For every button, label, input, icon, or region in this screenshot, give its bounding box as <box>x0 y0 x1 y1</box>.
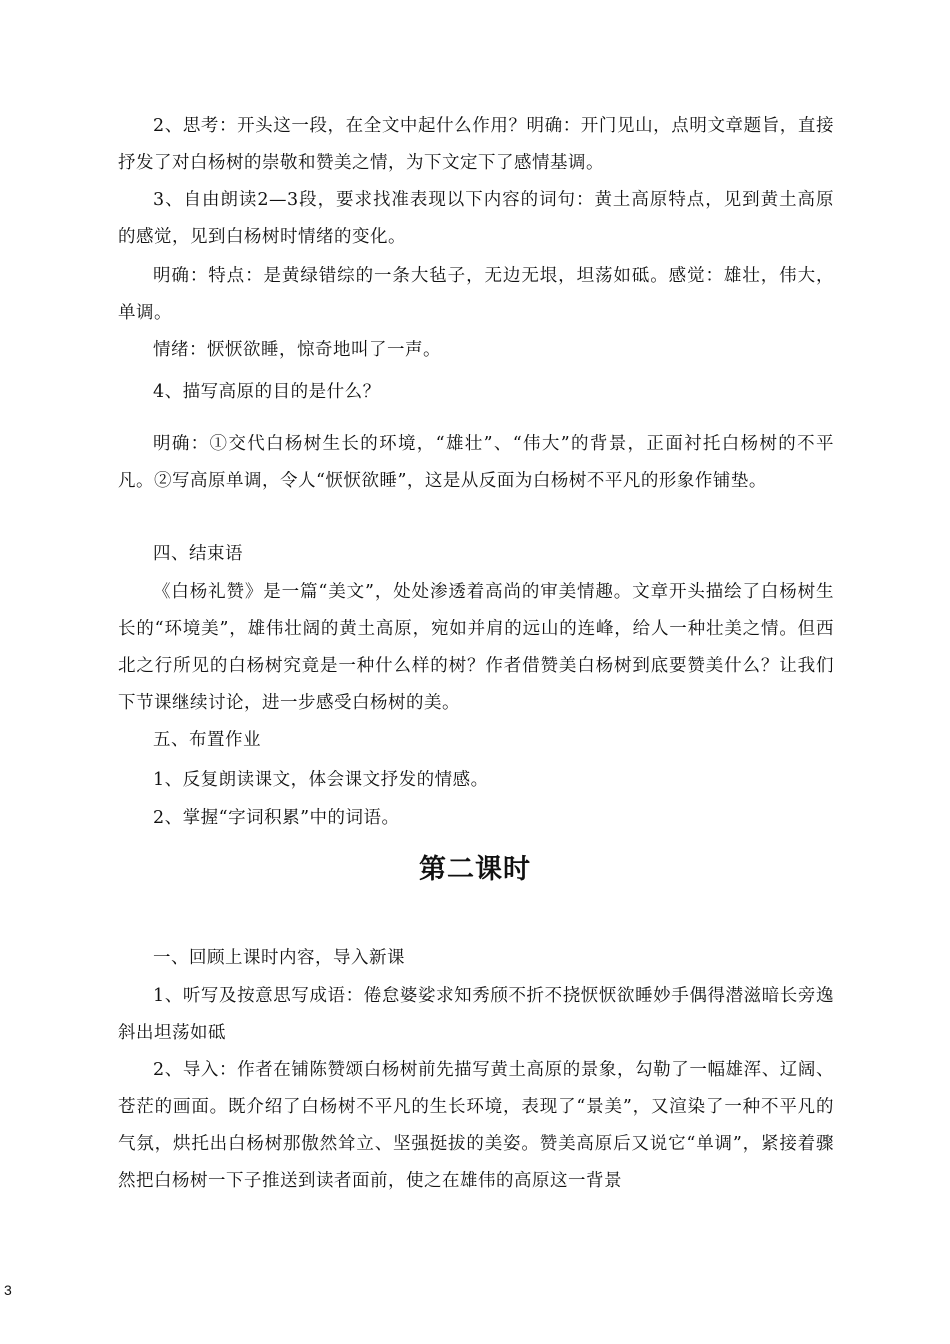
paragraph-reading-task: 3、自由朗读2—3段，要求找准表现以下内容的词句：黄土高原特点，见到黄土高原的感觉，见到白杨树时情绪的变化。 <box>118 190 834 247</box>
paragraph-closing-text: 《白杨礼赞》是一篇“美文”，处处渗透着高尚的审美情趣。文章开头描绘了白杨树生长的“环境美”，雄伟壮阔的黄土高原，宛如并肩的远山的连峰，给人一种壮美之情。但西北之行所见的白杨树究竟是一种什么样的树？作者借赞美白杨树到底要赞美什么？让我们下节课继续讨论，进一步感受白杨树的美。 <box>118 582 834 713</box>
paragraph-question-4: 4、描写高原的目的是什么？ <box>153 382 381 402</box>
paragraph-emotion: 情绪：恹恹欲睡，惊奇地叫了一声。 <box>153 340 441 360</box>
section-heading: 第二课时 <box>419 854 531 885</box>
paragraph-answer-features: 明确：特点：是黄绿错综的一条大毡子，无边无垠，坦荡如砥。感觉：雄壮，伟大，单调。 <box>118 266 834 323</box>
paragraph-dictation: 1、听写及按意思写成语：倦怠婆娑求知秀颀不折不挠恹恹欲睡妙手偶得潜滋暗长旁逸斜出坦荡如砥 <box>118 986 834 1043</box>
homework-item-1: 1、反复朗读课文，体会课文抒发的情感。 <box>153 770 489 790</box>
section-closing-remarks: 四、结束语 <box>153 544 243 564</box>
homework-item-2: 2、掌握“字词积累”中的词语。 <box>153 808 400 828</box>
paragraph-think-question: 2、思考：开头这一段，在全文中起什么作用？明确：开门见山，点明文章题旨，直接抒发了对白杨树的崇敬和赞美之情，为下文定下了感情基调。 <box>118 116 834 173</box>
section-homework: 五、布置作业 <box>153 730 261 750</box>
page-number: 3 <box>4 1282 12 1298</box>
paragraph-answer-4: 明确：①交代白杨树生长的环境，“雄壮”、“伟大”的背景，正面衬托白杨树的不平凡。②写高原单调，令人“恹恹欲睡”，这是从反面为白杨树不平凡的形象作铺垫。 <box>118 434 834 491</box>
paragraph-introduction: 2、导入：作者在铺陈赞颂白杨树前先描写黄土高原的景象，勾勒了一幅雄浑、辽阔、苍茫的画面。既介绍了白杨树不平凡的生长环境，表现了“景美”，又渲染了一种不平凡的气氛，烘托出白杨树那傲然耸立、坚强挺拔的美姿。赞美高原后又说它“单调”，紧接着骤然把白杨树一下子推送到读者面前，使之在雄伟的高原这一背景 <box>118 1060 834 1191</box>
section-review: 一、回顾上课时内容，导入新课 <box>153 948 405 968</box>
